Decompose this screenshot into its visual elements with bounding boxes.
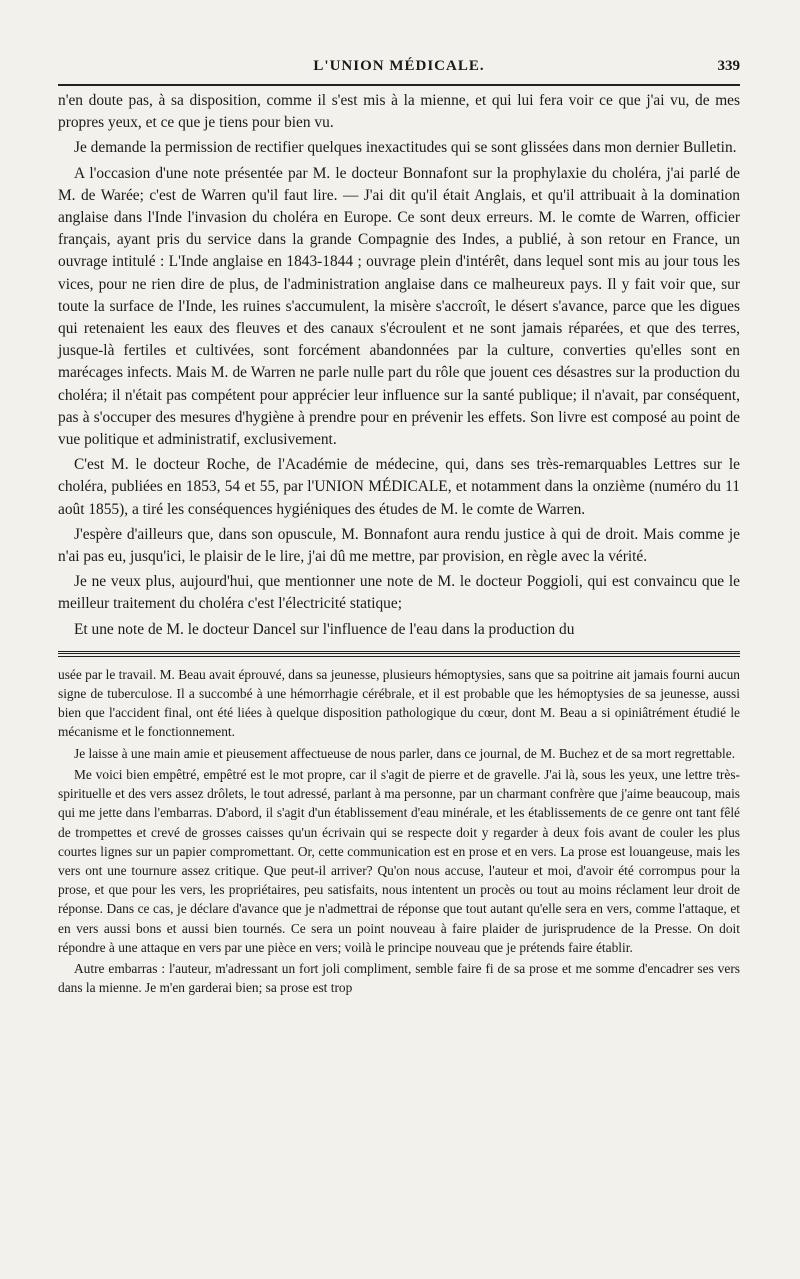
page-number: 339 (717, 58, 740, 74)
paragraph: Je demande la permission de rectifier quelques inexactitudes qui se sont glissées dans mon dernier Bulletin. (74, 139, 737, 157)
footnote-separator (58, 651, 740, 657)
footnote-paragraph: Je laisse à une main amie et pieusement affectueuse de nous parler, dans ce journal, de M. Buchez et de sa mort regrettable. (74, 745, 736, 761)
paragraph: J'espère d'ailleurs que, dans son opuscule, M. Bonnafont aura rendu justice à qui de droit. Mais comme je n'ai pas eu, jusqu'ici, le plaisir de le lire, j'ai dû me mettre, par provision, en règle avec la vérité. (58, 525, 740, 566)
paragraph: A l'occasion d'une note présentée par M. le docteur Bonnafont sur la prophylaxie du choléra, j'ai parlé de M. de Warée; c'est de Warren qu'il faut lire. — J'ai dit qu'il était Anglais, et qu'il attribuait à la domination anglaise dans l'Inde l'invasion du choléra en Europe. Ce sont deux erreurs. M. le comte de Warren, officier français, ayant pris du service dans la grande Compagnie des Indes, a publié, à son retour en France, un ouvrage intitulé : L'Inde anglaise en 1843-1844 ; ouvrage plein d'intérêt, dans lequel sont mis au jour tous les vices, pour ne rien dire de plus, de l'administration anglaise dans ce malheureux pays. Il y fait voir que, sur toute la surface de l'Inde, les ruines s'accumulent, la misère s'accroît, le désert s'avance, parce que les digues qui retenaient les eaux des fleuves et des canaux s'écroulent et ne sont jamais réparées, et que des terres, jusque-là fertiles et cultivées, sont forcément abandonnées par la culture, converties qu'elles sont en marécages infects. Mais M. de Warren ne parle nulle part du rôle que jouent ces désastres sur la production du choléra; il n'était pas compétent pour apprécier leur influence sur la santé publique; il n'avait, par conséquent, pas à s'occuper des mesures d'hygiène à prendre pour en prévenir les effets. Son livre est composé au point de vue politique et administratif, exclusivement. (58, 164, 740, 449)
footnote-paragraph: usée par le travail. M. Beau avait éprouvé, dans sa jeunesse, plusieurs hémoptysies, sans que sa poitrine ait jamais fourni aucun signe de tuberculose. Il a succombé à une hémorrhagie cérébrale, et il est probable que les hémoptysies de sa jeunesse, aussi bien que l'accident final, ont été liées à quelque disposition pathologique du cœur, dont M. Beau a si opiniâtrément étudié le mécanisme et le fonctionnement. (58, 666, 740, 740)
footnote-paragraph: Autre embarras : l'auteur, m'adressant un fort joli compliment, semble faire fi de sa prose et me somme d'encadrer ses vers dans la mienne. Je m'en garderai bien; sa prose est trop (58, 960, 740, 996)
running-header (58, 52, 740, 82)
paragraph: Je ne veux plus, aujourd'hui, que mentionner une note de M. le docteur Poggioli, qui est convaincu que le meilleur traitement du choléra c'est l'électricité statique; (58, 573, 740, 613)
paragraph: Et une note de M. le docteur Dancel sur l'influence de l'eau dans la production du (74, 620, 575, 638)
main-text (58, 90, 740, 641)
feuilleton-text (58, 665, 740, 997)
footnote-paragraph: Me voici bien empêtré, empêtré est le mot propre, car il s'agit de pierre et de gravelle. J'ai là, sous les yeux, une lettre très-spirituelle et des vers assez drôlets, le tout adressé, parlant à ma personne, par un charmant confrère que j'aime beaucoup, mais qui me jette dans l'embarras. D'abord, il s'agit d'un établissement d'eau minérale, et les établissements de ce genre ont tant fêlé de trompettes et crevé de grosses caisses qu'un écrivain qui se respecte doit y regarder à deux fois avant de couler les plus courtes lignes sur un papier compromettant. Or, cette communication est en prose et en vers. La prose est louangeuse, mais les vers ont une tournure assez critique. Que peut-il arriver? Qu'on nous accuse, l'auteur et moi, d'avoir été corrompus pour la prose, et que pour les vers, les propriétaires, peu satisfaits, nous intentent un procès ou tout au moins réclament leur droit de réponse. Dans ce cas, je déclare d'avance que je n'admettrai de réponse que tout autant qu'elle sera en vers, comme l'attaque, et en vers aussi bons et aussi bien tournés. Ce sera un point nouveau à faire plaider de jurisprudence de la Presse. On doit répondre à une attaque en vers par une pièce en vers; voilà le principe nouveau que je prétends faire établir. (58, 766, 740, 955)
running-title: L'UNION MÉDICALE. (313, 58, 485, 74)
header-rule (58, 84, 740, 86)
paragraph: C'est M. le docteur Roche, de l'Académie de médecine, qui, dans ses très-remarquables Lettres sur le choléra, publiées en 1853, 54 et 55, par l'UNION MÉDICALE, et notamment dans la onzième (numéro du 11 août 1855), a tiré les conséquences hygiéniques des études de M. le comte de Warren. (58, 456, 740, 518)
page (58, 52, 740, 997)
paragraph: n'en doute pas, à sa disposition, comme il s'est mis à la mienne, et qui lui fera voir ce que j'ai vu, de mes propres yeux, et ce que je tiens pour bien vu. (58, 92, 740, 132)
